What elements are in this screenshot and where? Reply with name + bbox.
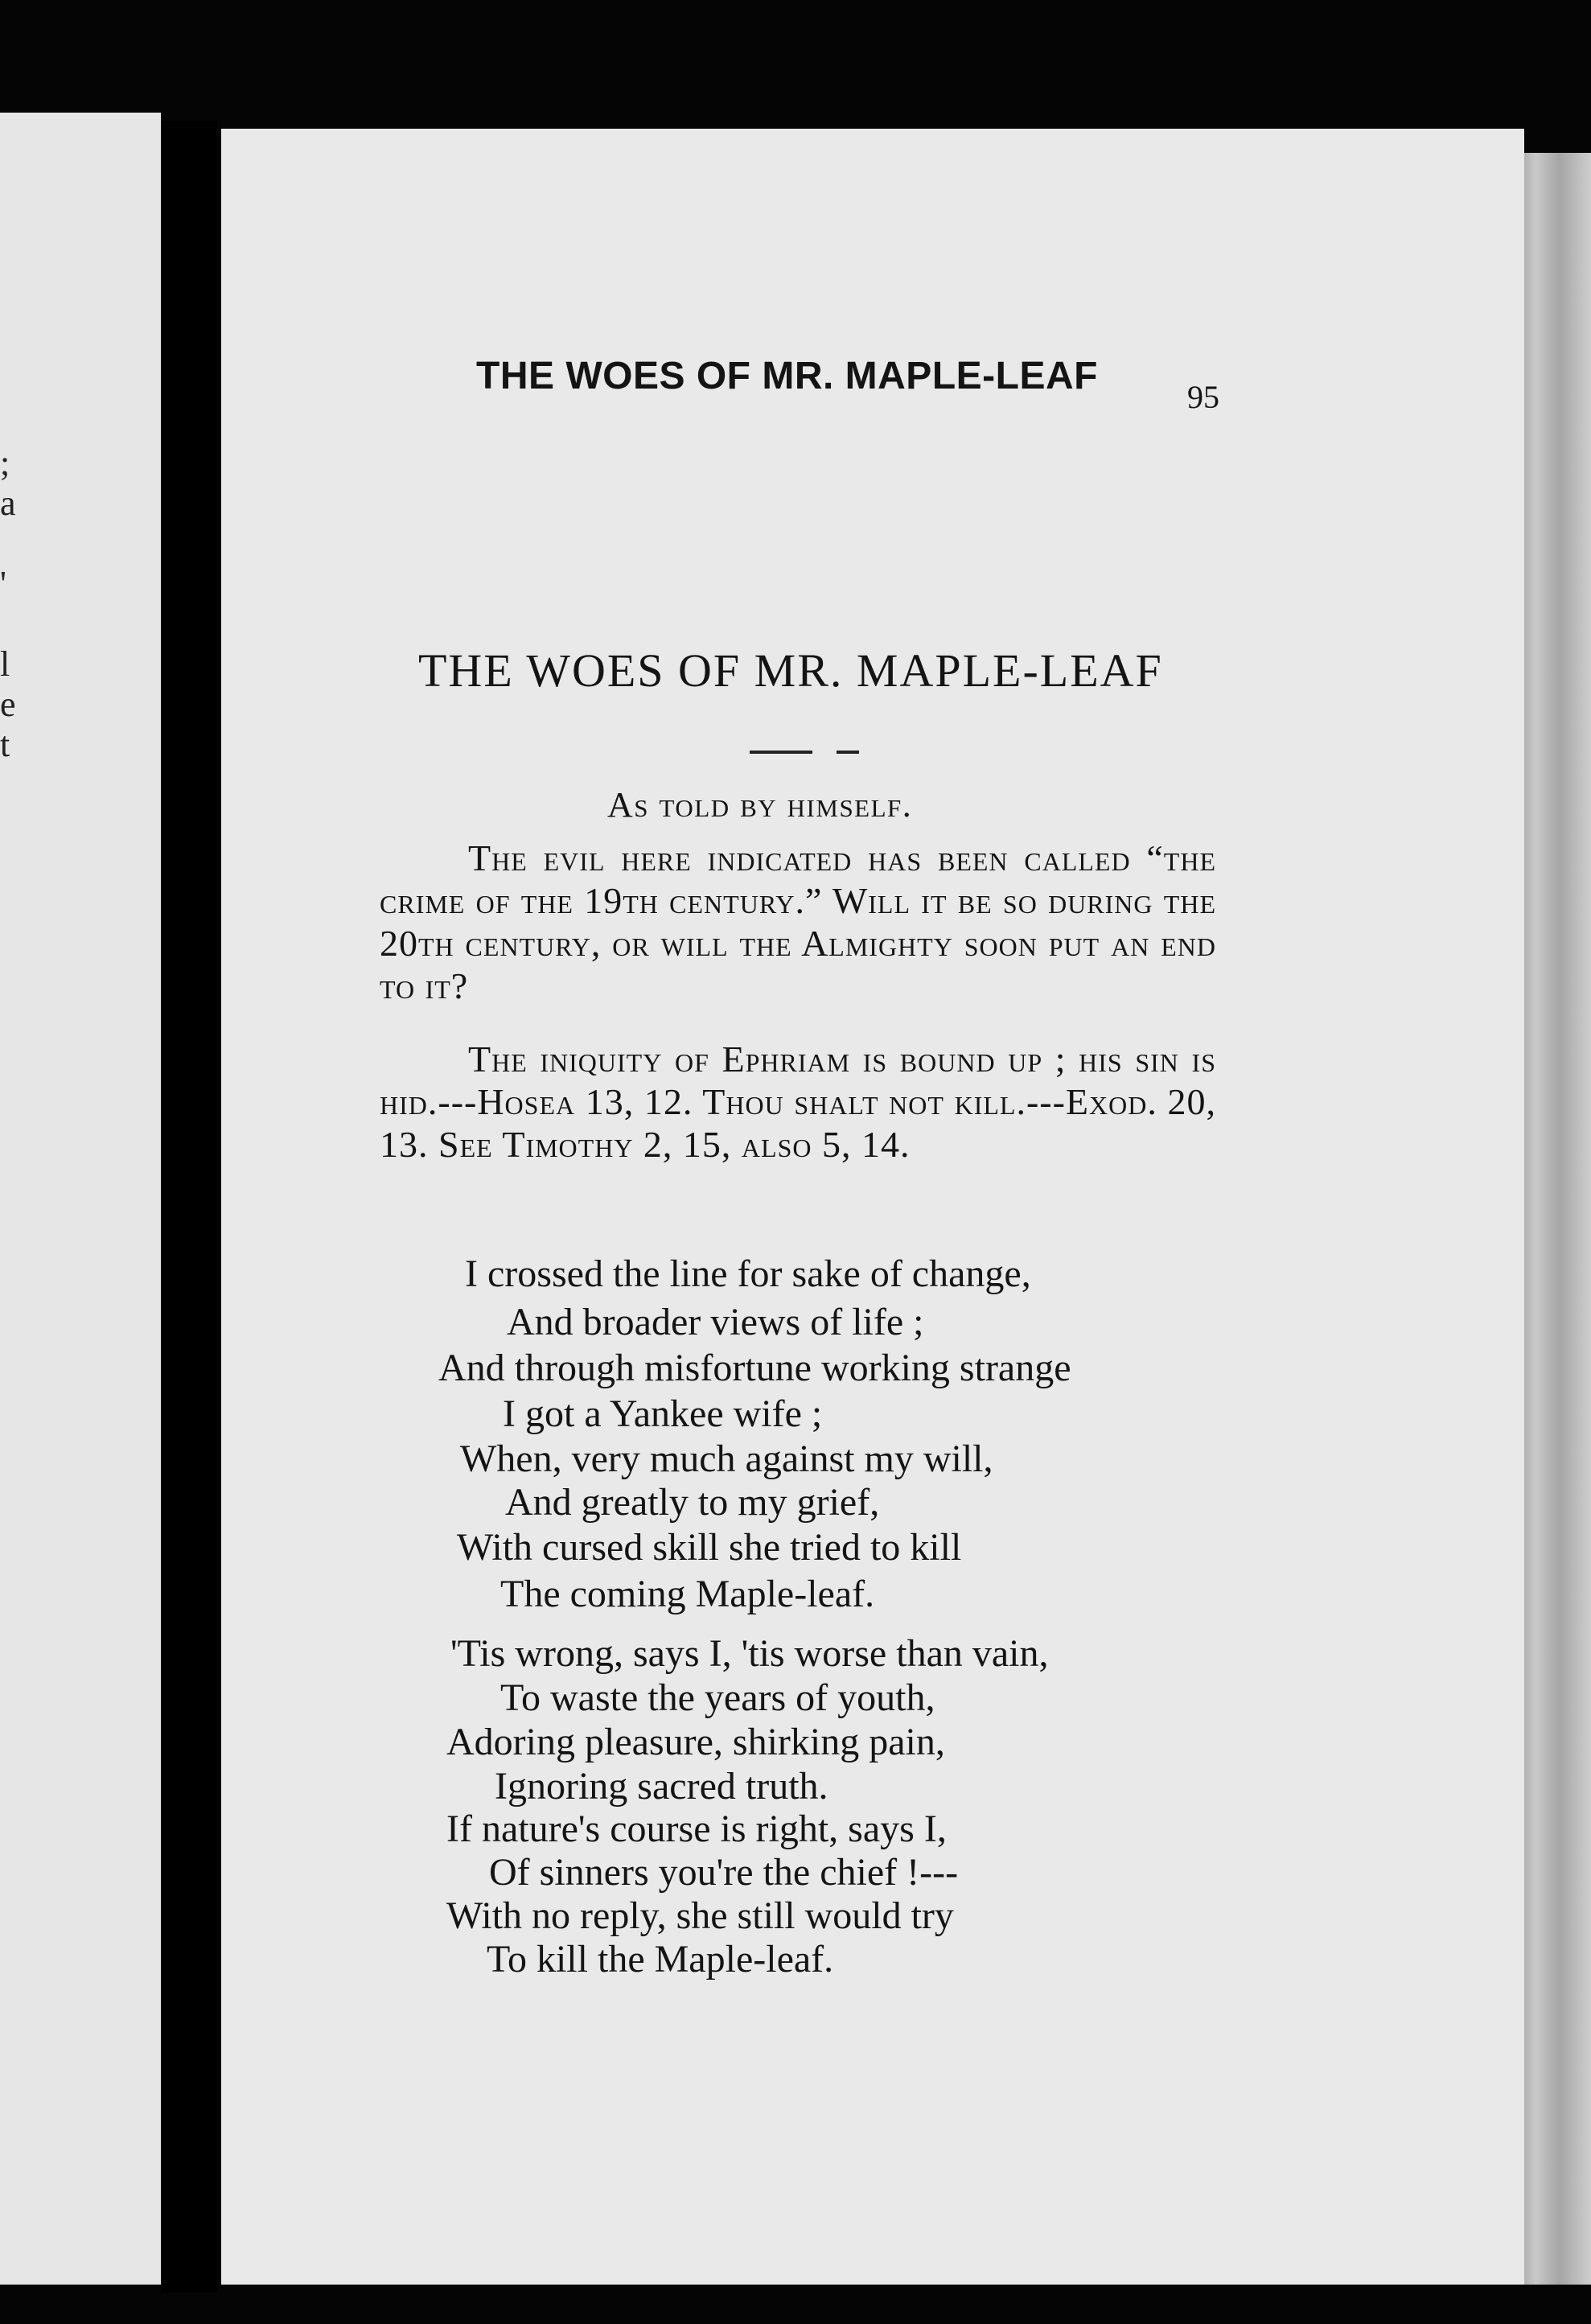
verse-line: If nature's course is right, says I, [446, 1808, 947, 1850]
margin-character: e [0, 685, 16, 724]
verse-line: Adoring pleasure, shirking pain, [446, 1721, 945, 1763]
verse-line: 'Tis wrong, says I, 'tis worse than vain, [450, 1632, 1049, 1675]
verse-line: I got a Yankee wife ; [503, 1392, 823, 1435]
facing-page-edge [0, 113, 161, 2285]
verse-line: Ignoring sacred truth. [495, 1765, 828, 1808]
verse-line: And greatly to my grief, [505, 1481, 880, 1524]
margin-character: a [0, 483, 16, 523]
verse-line: With cursed skill she tried to kill [457, 1526, 962, 1569]
book-gutter [161, 121, 217, 2293]
margin-character: t [0, 725, 10, 764]
scripture-paragraph: The iniquity of Ephriam is bound up ; his sin is hid.---Hosea 13, 12. Thou shalt not kill.---Exod. 20, 13. See Timothy 2, 15, also 5, 14. [380, 1039, 1216, 1165]
verse-line: I crossed the line for sake of change, [465, 1252, 1031, 1295]
verse-line: The coming Maple-leaf. [500, 1573, 875, 1615]
page-number: 95 [1187, 379, 1219, 415]
poem-subtitle: As told by himself. [607, 785, 913, 825]
margin-character: ' [0, 564, 6, 603]
verse-line: Of sinners you're the chief !--- [489, 1851, 959, 1894]
verse-line: And through misfortune working strange [438, 1347, 1071, 1389]
verse-line: With no reply, she still would try [446, 1894, 954, 1937]
book-page [221, 129, 1524, 2285]
verse-line: And broader views of life ; [507, 1301, 924, 1343]
verse-line: When, very much against my will, [460, 1438, 993, 1480]
title-rule [837, 751, 859, 754]
intro-paragraph: The evil here indicated has been called “the crime of the 19th century.” Will it be so during the 20th century, or will the Almighty soon put an end to it? [380, 837, 1216, 1006]
poem-title: THE WOES OF MR. MAPLE-LEAF [418, 644, 1163, 697]
running-head: THE WOES OF MR. MAPLE-LEAF [476, 355, 1098, 397]
verse-line: To waste the years of youth, [500, 1676, 935, 1719]
margin-character: ; [0, 443, 10, 483]
title-rule [750, 751, 812, 754]
verse-line: To kill the Maple-leaf. [487, 1938, 834, 1981]
margin-character: l [0, 644, 10, 684]
